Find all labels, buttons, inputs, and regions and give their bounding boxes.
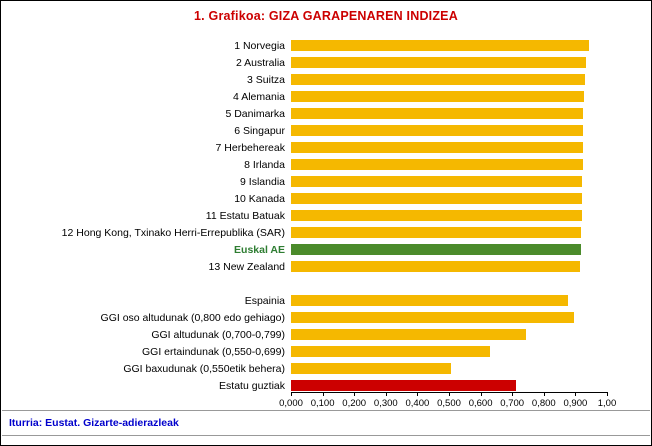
category-label: Estatu guztiak — [219, 379, 285, 392]
x-tick-label: 0,100 — [310, 398, 335, 409]
category-label: 12 Hong Kong, Txinako Herri-Errepublika (SAR) — [61, 226, 285, 239]
x-tick — [417, 392, 418, 396]
x-tick — [512, 392, 513, 396]
x-tick-label: 0,000 — [279, 398, 303, 409]
x-tick-label: 0,500 — [437, 398, 461, 409]
x-tick — [354, 392, 355, 396]
x-tick — [575, 392, 576, 396]
x-tick — [386, 392, 387, 396]
category-label: GGI baxudunak (0,550etik behera) — [123, 362, 285, 375]
category-label: GGI altudunak (0,700-0,799) — [151, 328, 285, 341]
x-tick — [481, 392, 482, 396]
category-label: Espainia — [244, 294, 285, 307]
category-label: 1 Norvegia — [234, 39, 285, 52]
category-label: 5 Danimarka — [225, 107, 285, 120]
x-tick-label: 0,800 — [531, 398, 556, 409]
source-note: Iturria: Eustat. Gizarte-adierazleak — [9, 417, 179, 429]
x-tick-label: 0,900 — [563, 398, 588, 409]
category-label: 11 Estatu Batuak — [205, 209, 285, 222]
chart-title: 1. Grafikoa: GIZA GARAPENAREN INDIZEA — [194, 9, 458, 23]
category-label: 13 New Zealand — [208, 260, 285, 273]
x-tick-label: 0,400 — [405, 398, 430, 409]
x-tick-label: 0,300 — [373, 398, 398, 409]
x-tick-label: 1,00 — [597, 398, 617, 409]
category-label: 6 Singapur — [234, 124, 285, 137]
category-label: 4 Alemania — [233, 90, 285, 103]
x-axis — [279, 37, 617, 409]
category-label: 9 Islandia — [240, 175, 285, 188]
category-label: Euskal AE — [234, 243, 285, 256]
x-tick — [607, 392, 608, 396]
category-label: GGI ertaindunak (0,550-0,699) — [141, 345, 285, 358]
x-tick-label: 0,200 — [342, 398, 367, 409]
category-label: 8 Irlanda — [244, 158, 285, 171]
source-separator — [2, 410, 650, 411]
bottom-rule — [2, 435, 650, 436]
category-label: 3 Suitza — [247, 73, 285, 86]
x-tick-label: 0,600 — [468, 398, 493, 409]
x-tick — [449, 392, 450, 396]
x-tick — [544, 392, 545, 396]
x-tick — [323, 392, 324, 396]
category-label: 2 Australia — [235, 56, 285, 69]
x-tick — [291, 392, 292, 396]
category-label: 10 Kanada — [234, 192, 285, 205]
plot-area — [1, 37, 651, 409]
category-label: 7 Herbehereak — [215, 141, 285, 154]
category-label: GGI oso altudunak (0,800 edo gehiago) — [100, 311, 285, 324]
x-tick-label: 0,700 — [500, 398, 525, 409]
